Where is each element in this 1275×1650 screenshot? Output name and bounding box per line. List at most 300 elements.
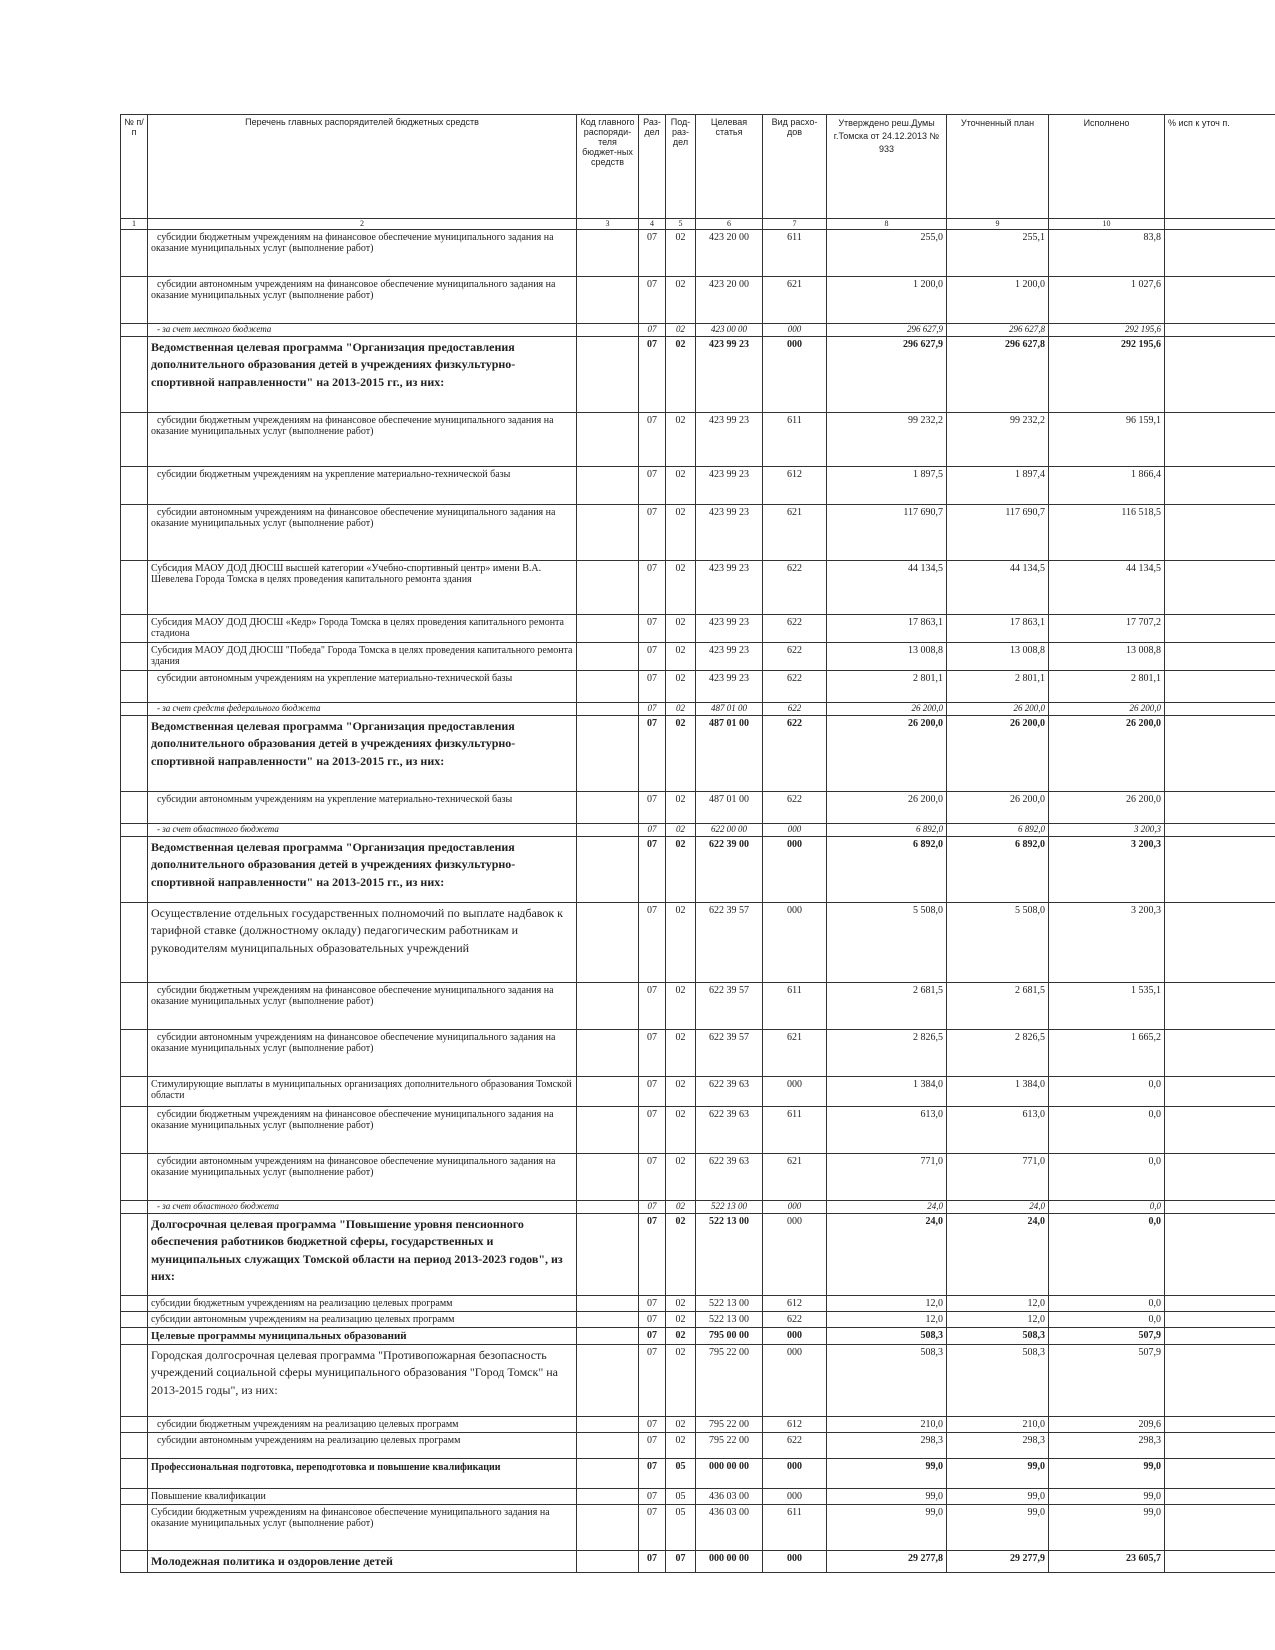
refined-cell: 26 200,0: [947, 703, 1049, 716]
approved-cell: 2 681,5: [827, 983, 947, 1030]
executed-cell: 96 159,1: [1049, 413, 1165, 467]
table-row: [121, 837, 1275, 903]
section-cell: 07: [639, 1505, 666, 1551]
executed-cell: 0,0: [1049, 1201, 1165, 1214]
percent-cell: [1165, 1154, 1275, 1201]
exp-type-cell: 611: [763, 413, 827, 467]
table-header-row: [121, 115, 1275, 219]
table-row: [121, 1505, 1275, 1551]
exp-type-cell: 000: [763, 1077, 827, 1107]
executed-cell: 116 518,5: [1049, 505, 1165, 561]
exp-type-cell: 000: [763, 1328, 827, 1345]
table-row: [121, 1214, 1275, 1296]
subsection-cell: 02: [666, 615, 696, 643]
exp-type-cell: 622: [763, 615, 827, 643]
num-cell: [121, 1459, 148, 1489]
approved-cell: 99,0: [827, 1459, 947, 1489]
refined-cell: 2 801,1: [947, 671, 1049, 703]
executed-cell: 3 200,3: [1049, 903, 1165, 983]
refined-cell: 6 892,0: [947, 824, 1049, 837]
table-row: [121, 716, 1275, 792]
section-cell: 07: [639, 324, 666, 337]
table-row: [121, 903, 1275, 983]
target-cell: 423 99 23: [696, 337, 763, 413]
subsection-cell: 05: [666, 1489, 696, 1505]
approved-cell: 771,0: [827, 1154, 947, 1201]
col-number: 8: [827, 219, 947, 230]
target-cell: 423 99 23: [696, 671, 763, 703]
approved-cell: 44 134,5: [827, 561, 947, 615]
row-name: Повышение квалификации: [148, 1489, 577, 1505]
row-name: субсидии бюджетным учреждениям на укрепление материально-технической базы: [148, 467, 577, 505]
executed-cell: 0,0: [1049, 1154, 1165, 1201]
executed-cell: 17 707,2: [1049, 615, 1165, 643]
num-cell: [121, 1328, 148, 1345]
code-cell: [577, 230, 639, 277]
exp-type-cell: 000: [763, 1345, 827, 1417]
target-cell: 622 39 00: [696, 837, 763, 903]
code-cell: [577, 837, 639, 903]
row-name: субсидии бюджетным учреждениям на реализацию целевых программ: [148, 1296, 577, 1312]
percent-cell: [1165, 1505, 1275, 1551]
table-row: [121, 792, 1275, 824]
row-name: субсидии автономным учреждениям на укрепление материально-технической базы: [148, 671, 577, 703]
executed-cell: 26 200,0: [1049, 792, 1165, 824]
approved-cell: 2 801,1: [827, 671, 947, 703]
subsection-cell: 02: [666, 1312, 696, 1328]
subsection-cell: 02: [666, 824, 696, 837]
executed-cell: 0,0: [1049, 1077, 1165, 1107]
section-cell: 07: [639, 561, 666, 615]
table-row: [121, 505, 1275, 561]
executed-cell: 99,0: [1049, 1459, 1165, 1489]
budget-table: [120, 114, 1275, 1573]
section-cell: 07: [639, 824, 666, 837]
exp-type-cell: 611: [763, 1107, 827, 1154]
approved-cell: 99,0: [827, 1505, 947, 1551]
table-row: [121, 1345, 1275, 1417]
num-cell: [121, 337, 148, 413]
target-cell: 436 03 00: [696, 1505, 763, 1551]
num-cell: [121, 561, 148, 615]
percent-cell: [1165, 467, 1275, 505]
percent-cell: [1165, 1312, 1275, 1328]
row-name: субсидии автономным учреждениям на финансовое обеспечение муниципального задания на оказание муниципальных услуг (выполнение работ): [148, 505, 577, 561]
approved-cell: 5 508,0: [827, 903, 947, 983]
code-cell: [577, 1296, 639, 1312]
section-cell: 07: [639, 1433, 666, 1459]
table-row: [121, 643, 1275, 671]
percent-cell: [1165, 277, 1275, 324]
subsection-cell: 02: [666, 467, 696, 505]
exp-type-cell: 611: [763, 230, 827, 277]
approved-cell: 26 200,0: [827, 703, 947, 716]
subsection-cell: 02: [666, 1433, 696, 1459]
num-cell: [121, 824, 148, 837]
num-cell: [121, 1505, 148, 1551]
num-cell: [121, 1154, 148, 1201]
row-name: субсидии автономным учреждениям на укрепление материально-технической базы: [148, 792, 577, 824]
table-row: [121, 671, 1275, 703]
subsection-cell: 02: [666, 1417, 696, 1433]
exp-type-cell: 611: [763, 1505, 827, 1551]
refined-cell: 17 863,1: [947, 615, 1049, 643]
code-cell: [577, 1551, 639, 1573]
code-cell: [577, 1345, 639, 1417]
approved-cell: 17 863,1: [827, 615, 947, 643]
refined-cell: 99,0: [947, 1459, 1049, 1489]
executed-cell: 44 134,5: [1049, 561, 1165, 615]
section-cell: 07: [639, 1030, 666, 1077]
refined-cell: 6 892,0: [947, 837, 1049, 903]
exp-type-cell: 000: [763, 1459, 827, 1489]
refined-cell: 1 384,0: [947, 1077, 1049, 1107]
subsection-cell: 02: [666, 643, 696, 671]
section-cell: 07: [639, 1154, 666, 1201]
executed-cell: 13 008,8: [1049, 643, 1165, 671]
executed-cell: 1 027,6: [1049, 277, 1165, 324]
approved-cell: 6 892,0: [827, 824, 947, 837]
col-number: 7: [763, 219, 827, 230]
subsection-cell: 02: [666, 1201, 696, 1214]
target-cell: 622 39 63: [696, 1107, 763, 1154]
executed-cell: 3 200,3: [1049, 824, 1165, 837]
executed-cell: 26 200,0: [1049, 703, 1165, 716]
subsection-cell: 02: [666, 1345, 696, 1417]
row-name: Субсидия МАОУ ДОД ДЮСШ "Победа" Города Томска в целях проведения капитального ремонта здания: [148, 643, 577, 671]
code-cell: [577, 1433, 639, 1459]
subsection-cell: 05: [666, 1505, 696, 1551]
num-cell: [121, 1417, 148, 1433]
subsection-cell: 02: [666, 903, 696, 983]
row-name: Стимулирующие выплаты в муниципальных организациях дополнительного образования Томской области: [148, 1077, 577, 1107]
target-cell: 423 99 23: [696, 643, 763, 671]
code-cell: [577, 1489, 639, 1505]
executed-cell: 0,0: [1049, 1312, 1165, 1328]
target-cell: 522 13 00: [696, 1312, 763, 1328]
row-name: субсидии автономным учреждениям на реализацию целевых программ: [148, 1312, 577, 1328]
table-row: [121, 1296, 1275, 1312]
num-cell: [121, 1201, 148, 1214]
code-cell: [577, 1030, 639, 1077]
approved-cell: 13 008,8: [827, 643, 947, 671]
refined-cell: 613,0: [947, 1107, 1049, 1154]
row-name: Ведомственная целевая программа "Организация предоставления дополнительного образования детей в учреждениях физкультурно-спортивной направленности" на 2013-2015 гг., из них:: [148, 837, 577, 903]
percent-cell: [1165, 1328, 1275, 1345]
executed-cell: 1 535,1: [1049, 983, 1165, 1030]
percent-cell: [1165, 505, 1275, 561]
num-cell: [121, 1312, 148, 1328]
subsection-cell: 02: [666, 1296, 696, 1312]
target-cell: 622 39 63: [696, 1077, 763, 1107]
approved-cell: 99 232,2: [827, 413, 947, 467]
table-row: [121, 467, 1275, 505]
num-cell: [121, 1433, 148, 1459]
target-cell: 622 39 57: [696, 983, 763, 1030]
code-cell: [577, 1312, 639, 1328]
percent-cell: [1165, 1077, 1275, 1107]
code-cell: [577, 561, 639, 615]
section-cell: 07: [639, 413, 666, 467]
exp-type-cell: 621: [763, 277, 827, 324]
section-cell: 07: [639, 703, 666, 716]
target-cell: 423 99 23: [696, 505, 763, 561]
exp-type-cell: 621: [763, 1154, 827, 1201]
target-cell: 423 99 23: [696, 413, 763, 467]
executed-cell: 209,6: [1049, 1417, 1165, 1433]
num-cell: [121, 1345, 148, 1417]
subsection-cell: 02: [666, 671, 696, 703]
subsection-cell: 02: [666, 277, 696, 324]
target-cell: 795 22 00: [696, 1345, 763, 1417]
subsection-cell: 02: [666, 561, 696, 615]
num-cell: [121, 792, 148, 824]
code-cell: [577, 413, 639, 467]
section-cell: 07: [639, 983, 666, 1030]
table-row: [121, 1312, 1275, 1328]
executed-cell: 292 195,6: [1049, 324, 1165, 337]
code-cell: [577, 792, 639, 824]
section-cell: 07: [639, 792, 666, 824]
exp-type-cell: 000: [763, 1489, 827, 1505]
approved-cell: 1 897,5: [827, 467, 947, 505]
header-approved: Утверждено реш.Думы г.Томска от 24.12.2013 № 933: [827, 115, 947, 219]
section-cell: 07: [639, 671, 666, 703]
percent-cell: [1165, 1551, 1275, 1573]
refined-cell: 99,0: [947, 1489, 1049, 1505]
percent-cell: [1165, 324, 1275, 337]
table-row: [121, 1328, 1275, 1345]
refined-cell: 771,0: [947, 1154, 1049, 1201]
approved-cell: 508,3: [827, 1345, 947, 1417]
approved-cell: 296 627,9: [827, 324, 947, 337]
target-cell: 622 39 57: [696, 1030, 763, 1077]
subsection-cell: 02: [666, 1214, 696, 1296]
approved-cell: 508,3: [827, 1328, 947, 1345]
table-row: [121, 1154, 1275, 1201]
percent-cell: [1165, 703, 1275, 716]
percent-cell: [1165, 1107, 1275, 1154]
subsection-cell: 02: [666, 837, 696, 903]
approved-cell: 298,3: [827, 1433, 947, 1459]
code-cell: [577, 505, 639, 561]
row-name: - за счет местного бюджета: [148, 324, 577, 337]
code-cell: [577, 324, 639, 337]
refined-cell: 12,0: [947, 1296, 1049, 1312]
header-refined: Уточненный план: [947, 115, 1049, 219]
percent-cell: [1165, 671, 1275, 703]
approved-cell: 1 200,0: [827, 277, 947, 324]
row-name: субсидии автономным учреждениям на финансовое обеспечение муниципального задания на оказание муниципальных услуг (выполнение работ): [148, 1154, 577, 1201]
refined-cell: 26 200,0: [947, 716, 1049, 792]
num-cell: [121, 1077, 148, 1107]
num-cell: [121, 467, 148, 505]
code-cell: [577, 277, 639, 324]
executed-cell: 99,0: [1049, 1505, 1165, 1551]
row-name: субсидии автономным учреждениям на реализацию целевых программ: [148, 1433, 577, 1459]
executed-cell: 298,3: [1049, 1433, 1165, 1459]
approved-cell: 24,0: [827, 1201, 947, 1214]
percent-cell: [1165, 337, 1275, 413]
column-number-row: [121, 219, 1275, 230]
header-exp-type: Вид расхо-дов: [763, 115, 827, 219]
subsection-cell: 02: [666, 413, 696, 467]
row-name: - за счет областного бюджета: [148, 1201, 577, 1214]
percent-cell: [1165, 1345, 1275, 1417]
code-cell: [577, 615, 639, 643]
target-cell: 622 39 57: [696, 903, 763, 983]
target-cell: 487 01 00: [696, 703, 763, 716]
num-cell: [121, 703, 148, 716]
code-cell: [577, 903, 639, 983]
row-name: Целевые программы муниципальных образований: [148, 1328, 577, 1345]
exp-type-cell: 000: [763, 324, 827, 337]
executed-cell: 1 665,2: [1049, 1030, 1165, 1077]
exp-type-cell: 000: [763, 337, 827, 413]
target-cell: 795 22 00: [696, 1433, 763, 1459]
code-cell: [577, 1459, 639, 1489]
percent-cell: [1165, 903, 1275, 983]
percent-cell: [1165, 615, 1275, 643]
approved-cell: 29 277,8: [827, 1551, 947, 1573]
table-row: [121, 1551, 1275, 1573]
percent-cell: [1165, 1459, 1275, 1489]
executed-cell: 83,8: [1049, 230, 1165, 277]
table-row: [121, 1201, 1275, 1214]
row-name: - за счет средств федерального бюджета: [148, 703, 577, 716]
num-cell: [121, 983, 148, 1030]
col-number: 3: [577, 219, 639, 230]
col-number: 9: [947, 219, 1049, 230]
num-cell: [121, 324, 148, 337]
executed-cell: 26 200,0: [1049, 716, 1165, 792]
exp-type-cell: 612: [763, 1296, 827, 1312]
percent-cell: [1165, 413, 1275, 467]
section-cell: 07: [639, 337, 666, 413]
section-cell: 07: [639, 1459, 666, 1489]
subsection-cell: 02: [666, 1030, 696, 1077]
num-cell: [121, 1030, 148, 1077]
approved-cell: 99,0: [827, 1489, 947, 1505]
executed-cell: 507,9: [1049, 1345, 1165, 1417]
target-cell: 423 20 00: [696, 277, 763, 324]
refined-cell: 99 232,2: [947, 413, 1049, 467]
section-cell: 07: [639, 1551, 666, 1573]
executed-cell: 23 605,7: [1049, 1551, 1165, 1573]
approved-cell: 255,0: [827, 230, 947, 277]
refined-cell: 26 200,0: [947, 792, 1049, 824]
exp-type-cell: 622: [763, 703, 827, 716]
table-body: [121, 230, 1275, 1573]
code-cell: [577, 1505, 639, 1551]
approved-cell: 2 826,5: [827, 1030, 947, 1077]
code-cell: [577, 716, 639, 792]
approved-cell: 210,0: [827, 1417, 947, 1433]
header-section: Раз-дел: [639, 115, 666, 219]
target-cell: 522 13 00: [696, 1201, 763, 1214]
row-name: субсидии бюджетным учреждениям на финансовое обеспечение муниципального задания на оказание муниципальных услуг (выполнение работ): [148, 1107, 577, 1154]
table-row: [121, 703, 1275, 716]
section-cell: 07: [639, 643, 666, 671]
exp-type-cell: 000: [763, 1214, 827, 1296]
code-cell: [577, 467, 639, 505]
table-row: [121, 1459, 1275, 1489]
percent-cell: [1165, 643, 1275, 671]
percent-cell: [1165, 1214, 1275, 1296]
exp-type-cell: 622: [763, 1433, 827, 1459]
refined-cell: 1 200,0: [947, 277, 1049, 324]
target-cell: 522 13 00: [696, 1296, 763, 1312]
target-cell: 795 22 00: [696, 1417, 763, 1433]
num-cell: [121, 1214, 148, 1296]
refined-cell: 255,1: [947, 230, 1049, 277]
exp-type-cell: 612: [763, 1417, 827, 1433]
subsection-cell: 02: [666, 1107, 696, 1154]
table-row: [121, 1077, 1275, 1107]
target-cell: 622 00 00: [696, 824, 763, 837]
section-cell: 07: [639, 1417, 666, 1433]
col-number: 1: [121, 219, 148, 230]
table-row: [121, 337, 1275, 413]
percent-cell: [1165, 1417, 1275, 1433]
code-cell: [577, 1417, 639, 1433]
section-cell: 07: [639, 615, 666, 643]
row-name: Молодежная политика и оздоровление детей: [148, 1551, 577, 1573]
target-cell: 423 99 23: [696, 561, 763, 615]
percent-cell: [1165, 837, 1275, 903]
exp-type-cell: 622: [763, 671, 827, 703]
refined-cell: 296 627,8: [947, 324, 1049, 337]
num-cell: [121, 1107, 148, 1154]
code-cell: [577, 643, 639, 671]
header-subsection: Под-раз-дел: [666, 115, 696, 219]
table-row: [121, 615, 1275, 643]
row-name: Городская долгосрочная целевая программа "Противопожарная безопасность учреждений социальной сферы муниципального образования "Город Томск" на 2013-2015 годы", из них:: [148, 1345, 577, 1417]
row-name: Субсидия МАОУ ДОД ДЮСШ высшей категории «Учебно-спортивный центр» имени В.А. Шевелева Города Томска в целях проведения капитального ремонта здания: [148, 561, 577, 615]
percent-cell: [1165, 1489, 1275, 1505]
target-cell: 522 13 00: [696, 1214, 763, 1296]
refined-cell: 298,3: [947, 1433, 1049, 1459]
section-cell: 07: [639, 1296, 666, 1312]
approved-cell: 26 200,0: [827, 792, 947, 824]
table-row: [121, 230, 1275, 277]
row-name: Долгосрочная целевая программа "Повышение уровня пенсионного обеспечения работников бюджетной сферы, государственных и муниципальных служащих Томской области на период 2013-2023 годов", из них:: [148, 1214, 577, 1296]
refined-cell: 24,0: [947, 1201, 1049, 1214]
col-number: 5: [666, 219, 696, 230]
subsection-cell: 02: [666, 792, 696, 824]
code-cell: [577, 824, 639, 837]
num-cell: [121, 230, 148, 277]
approved-cell: 1 384,0: [827, 1077, 947, 1107]
exp-type-cell: 000: [763, 1551, 827, 1573]
target-cell: 423 00 00: [696, 324, 763, 337]
percent-cell: [1165, 792, 1275, 824]
exp-type-cell: 000: [763, 824, 827, 837]
num-cell: [121, 671, 148, 703]
subsection-cell: 02: [666, 1328, 696, 1345]
header-percent: % исп к уточ п.: [1165, 115, 1275, 219]
refined-cell: 508,3: [947, 1328, 1049, 1345]
section-cell: 07: [639, 1077, 666, 1107]
row-name: Субсидии бюджетным учреждениям на финансовое обеспечение муниципального задания на оказание муниципальных услуг (выполнение работ): [148, 1505, 577, 1551]
row-name: Ведомственная целевая программа "Организация предоставления дополнительного образования детей в учреждениях физкультурно-спортивной направленности" на 2013-2015 гг., из них:: [148, 337, 577, 413]
percent-cell: [1165, 230, 1275, 277]
target-cell: 436 03 00: [696, 1489, 763, 1505]
approved-cell: 296 627,9: [827, 337, 947, 413]
num-cell: [121, 505, 148, 561]
code-cell: [577, 703, 639, 716]
section-cell: 07: [639, 1489, 666, 1505]
